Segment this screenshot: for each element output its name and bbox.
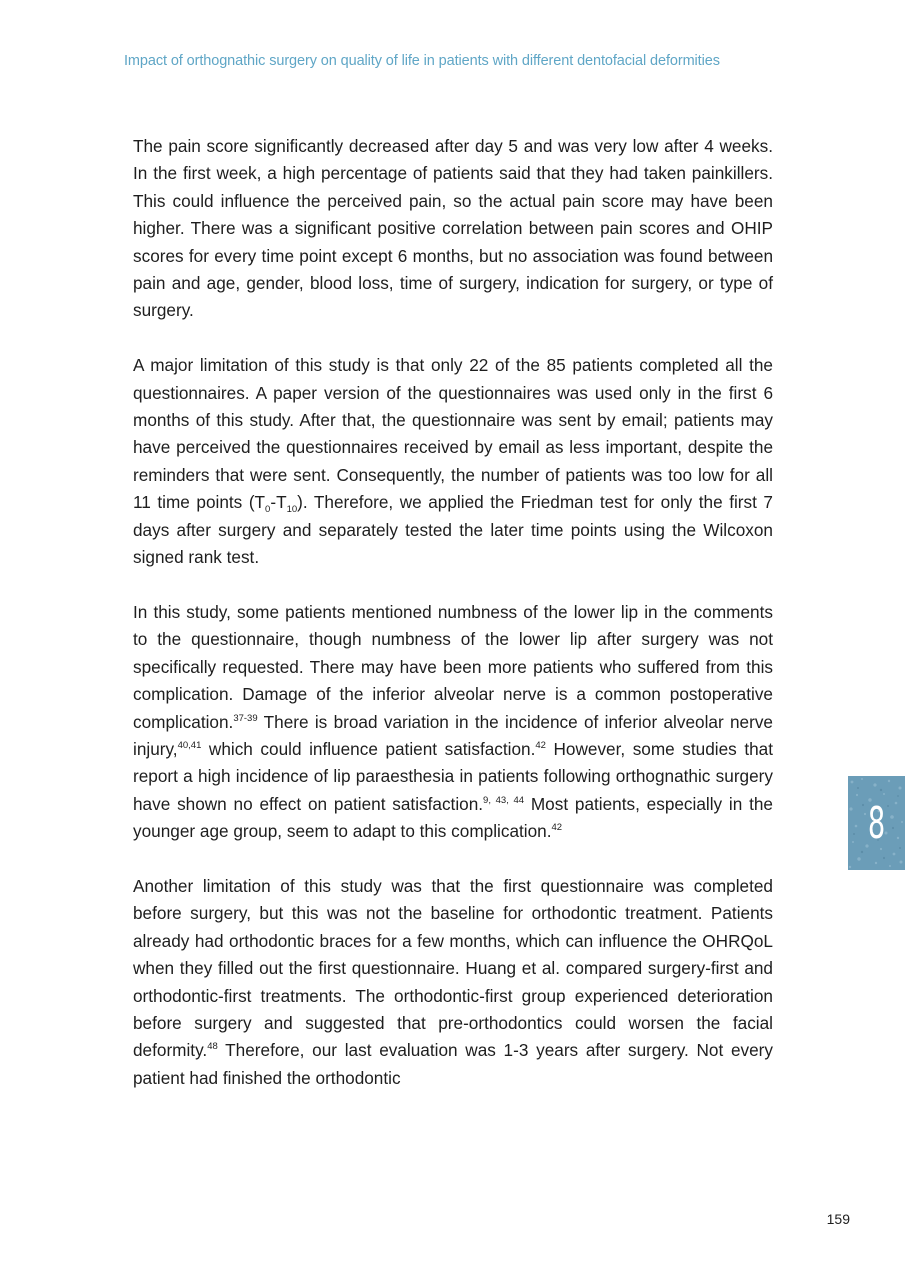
paragraph-3-text-a: In this study, some patients mentioned numbness of the lower lip in the comments to the questionnaire, though numbness of the lower lip after surgery was not specifically requested. There may have been more patients who suffered from this complication. Damage of the inferior alveolar nerve is a common postoperative complication. bbox=[133, 601, 773, 732]
citation-ref: 37-39 bbox=[233, 712, 258, 724]
paragraph-2-text-b: -T bbox=[270, 492, 287, 513]
citation-ref: 48 bbox=[207, 1041, 218, 1053]
paragraph-2-text-a: A major limitation of this study is that only 22 of the 85 patients completed all the questionnaires. A paper version of the questionnaires was used only in the first 6 months of this study. After that, the questionnaire was sent by email; patients may have perceived the questionnaires received by email as less important, despite the reminders that were sent. Consequently, the number of patients was too low for all 11 time points (T bbox=[133, 355, 773, 513]
chapter-tab bbox=[848, 776, 905, 870]
paragraph-3 bbox=[133, 599, 773, 846]
chapter-number: 8 bbox=[867, 797, 886, 849]
page-number: 159 bbox=[826, 1211, 850, 1227]
paragraph-2-text-c: ). Therefore, we applied the Friedman test for only the first 7 days after surgery and separately tested the later time points using the Wilcoxon signed rank test. bbox=[133, 492, 773, 568]
citation-ref: 42 bbox=[551, 822, 563, 834]
citation-ref: 9, 43, 44 bbox=[483, 794, 525, 806]
citation-ref: 40,41 bbox=[177, 739, 202, 751]
paragraph-4 bbox=[133, 873, 773, 1092]
paragraph-4-text-a: Another limitation of this study was that the first questionnaire was completed before surgery, but this was not the baseline for orthodontic treatment. Patients already had orthodontic braces for a few months, which can influence the OHRQoL when they filled out the first questionnaire. Huang et al. compared surgery-first and orthodontic-first treatments. The orthodontic-first group experienced deterioration before surgery and suggested that pre-orthodontics could worsen the facial deformity. bbox=[133, 875, 773, 1061]
paragraph-1-text: The pain score significantly decreased after day 5 and was very low after 4 weeks. In the first week, a high percentage of patients said that they had taken painkillers. This could influence the perceived pain, so the actual pain score may have been higher. There was a significant positive correlation between pain scores and OHIP scores for every time point except 6 months, but no association was found between pain and age, gender, blood loss, time of surgery, indication for surgery, or type of surgery. bbox=[133, 136, 773, 321]
paragraph-3-text-b: There is broad variation in the incidence of inferior alveolar nerve injury, bbox=[133, 711, 773, 759]
citation-ref: 42 bbox=[535, 739, 546, 751]
subscript-t10: 10 bbox=[286, 504, 298, 516]
subscript-t0: 0 bbox=[265, 504, 271, 516]
main-body bbox=[133, 133, 773, 1120]
paragraph-2 bbox=[133, 352, 773, 571]
paragraph-4-text-b: Therefore, our last evaluation was 1-3 years after surgery. Not every patient had finished the orthodontic bbox=[133, 1040, 773, 1088]
paragraph-3-text-e: Most patients, especially in the younger age group, seem to adapt to this complication. bbox=[133, 793, 773, 842]
running-header: Impact of orthognathic surgery on quality of life in patients with different dentofacial deformities bbox=[124, 53, 720, 69]
paragraph-1 bbox=[133, 133, 773, 325]
paragraph-3-text-c: which could influence patient satisfaction. bbox=[201, 738, 536, 759]
paragraph-3-text-d: However, some studies that report a high incidence of lip paraesthesia in patients following orthognathic surgery have shown no effect on patient satisfaction. bbox=[133, 738, 773, 814]
